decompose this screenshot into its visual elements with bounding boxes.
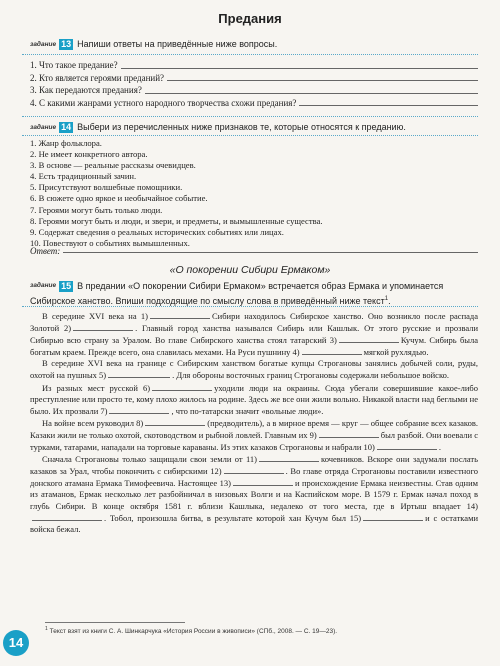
fill-in-blank[interactable] xyxy=(319,429,379,438)
list-item: 9. Содержат сведения о реальных исторических событиях или лицах. xyxy=(30,226,284,237)
list-item: 3. В основе — реальные рассказы очевидцев. xyxy=(30,160,196,171)
footnote-ref: 1 xyxy=(384,295,389,302)
list-item: 10. Повествуют о событиях вымышленных. xyxy=(30,237,190,248)
task-instruction: Выбери из перечисленных ниже признаков те, которые относятся к преданию. xyxy=(77,122,406,132)
fill-in-blank[interactable] xyxy=(73,322,133,331)
list-item: 4. Есть традиционный зачин. xyxy=(30,171,137,182)
fill-in-blank[interactable] xyxy=(363,512,423,521)
fill-in-blank[interactable] xyxy=(233,477,293,486)
task-number-badge: 14 xyxy=(61,122,72,133)
task-14-header xyxy=(30,121,478,134)
footnote-rule xyxy=(45,622,185,623)
fill-in-blank[interactable] xyxy=(108,369,170,378)
task-label: задание xyxy=(30,123,57,131)
story-paragraph: В середине XVI века на границе с Сибирским ханством богатые купцы Строгановы занялись добычей соли, руды, охотой на пушных 5) . Для обороны восточных границ Строгановы содержали небольшое войско. xyxy=(30,358,478,381)
answer-line[interactable] xyxy=(145,93,478,94)
divider xyxy=(22,135,478,136)
question-row: 4. С какими жанрами устного народного творчества схожи предания? xyxy=(30,97,478,110)
story-text xyxy=(30,310,478,535)
answer-label: Ответ: xyxy=(30,246,61,256)
question-row: 2. Кто является героями преданий? xyxy=(30,72,478,85)
list-item: 7. Героями могут быть только люди. xyxy=(30,204,163,215)
list-item: 5. Присутствуют волшебные помощники. xyxy=(30,182,183,193)
page-title: Предания xyxy=(218,11,282,26)
task-label: задание xyxy=(30,40,57,48)
fill-in-blank[interactable] xyxy=(145,417,205,426)
answer-line[interactable] xyxy=(167,80,478,81)
fill-in-blank[interactable] xyxy=(152,382,212,391)
fill-in-blank[interactable] xyxy=(32,512,102,521)
answer-line[interactable] xyxy=(63,252,478,253)
task-15-header: задание 15 В предании «О покорении Сибири Ермаком» встречается образ Ермака и упоминается Сибирское ханство. Впиши подходящие по смыслу слова в приведённый ниже текст$^1$. xyxy=(30,281,444,306)
answer-row xyxy=(30,246,478,256)
list-item: 2. Не имеет конкретного автора. xyxy=(30,149,148,160)
task-label: задание xyxy=(30,282,57,290)
fill-in-blank[interactable] xyxy=(377,441,437,450)
answer-line[interactable] xyxy=(299,105,478,106)
fill-in-blank[interactable] xyxy=(339,334,399,343)
list-item: 1. Жанр фольклора. xyxy=(30,138,102,148)
divider xyxy=(22,116,478,117)
fill-in-blank[interactable] xyxy=(302,346,362,355)
story-paragraph: Из разных мест русской 6) уходили люди на окраины. Сюда убегали совершившие какое-либо преступление или просто те, кому плохо жилось на родине. Здесь же все они жили вольно. Никакой власти над беглыми не было. Их прозвали 7) , что по-татарски значит «вольные люди». xyxy=(30,382,479,416)
divider xyxy=(22,306,478,307)
story-paragraph: Сначала Строгановы только защищали свои земли от 11) кочевников. Вскоре они задумали послать казаков за Урал, чтобы покончить с сибирскими 12) . Во главе отряда Строгановы поставили известного донского атамана Ермака Тимофеевича. Настоящее 13) и происхождение Ермака неизвестны. Став одним из атаманов, Ермак несколько лет разбойничал в низовьях Волги и на Каспийском море. В 1579 г. Ермак начал поход в глубь Сибири. В конце октября 1581 г. вблизи Кашлыка, недалеко от того места, где в Иртыш впадает 14). Тобол, произошла битва, в результате которой хан Кучум был 15) и с остатками войска бежал. xyxy=(30,454,479,534)
divider xyxy=(22,54,478,55)
list-item: 6. В сюжете одно яркое и необычайное событие. xyxy=(30,193,208,204)
footnote: $^1$ Текст взят из книги С. А. Шинкарчука «История России в живописи» (СПб., 2008. — С. 19—23). xyxy=(45,626,338,636)
question-row: 3. Как передаются предания? xyxy=(30,84,478,97)
fill-in-blank[interactable] xyxy=(259,453,319,462)
fill-in-blank[interactable] xyxy=(109,405,169,414)
fill-in-blank[interactable] xyxy=(224,465,284,474)
page-number-badge: 14 xyxy=(3,630,29,656)
story-title: «О покорении Сибири Ермаком» xyxy=(169,264,331,276)
question-row: 1. Что такое предание? xyxy=(30,59,478,72)
story-paragraph: На войне всем руководил 8) (предводитель), а в мирное время — круг — общее собрание всех казаков. Казаки жили не только охотой, скотоводством и рыбной ловлей. Главным их 9) был разбой. Они воевали с турками, татарами, нападали на торговые караваны. Из этих казаков Строгановы и набрали 10) . xyxy=(30,417,478,453)
task-13-header xyxy=(30,38,478,51)
task-number-badge: 15 xyxy=(61,281,72,292)
question-list xyxy=(30,59,478,109)
feature-list xyxy=(30,138,478,249)
task-number-badge: 13 xyxy=(61,39,72,50)
list-item: 8. Героями могут быть и люди, и звери, и предметы, и вымышленные существа. xyxy=(30,215,323,226)
task-instruction: В предании «О покорении Сибири Ермаком» встречается образ Ермака и упоминается Сибирское ханство. Впиши подходящие по смыслу слова в приведённый ниже текст xyxy=(30,281,444,306)
fill-in-blank[interactable] xyxy=(150,310,210,319)
task-instruction: Напиши ответы на приведённые ниже вопросы. xyxy=(77,39,278,49)
answer-line[interactable] xyxy=(121,68,478,69)
story-paragraph: В середине XVI века на 1) Сибири находилось Сибирское ханство. Оно возникло после распада Золотой 2) . Главный город ханства назывался Сибирь или Кашлык. От этого русские и прозвали Сибирью всю страну за Уралом. Во главе Сибирского ханства стоял татарский 3) Кучум. Сибирь была богатым краем. Прежде всего, она славилась мехами. На Руси пушнину 4) мягкой рухлядью. xyxy=(30,311,478,358)
